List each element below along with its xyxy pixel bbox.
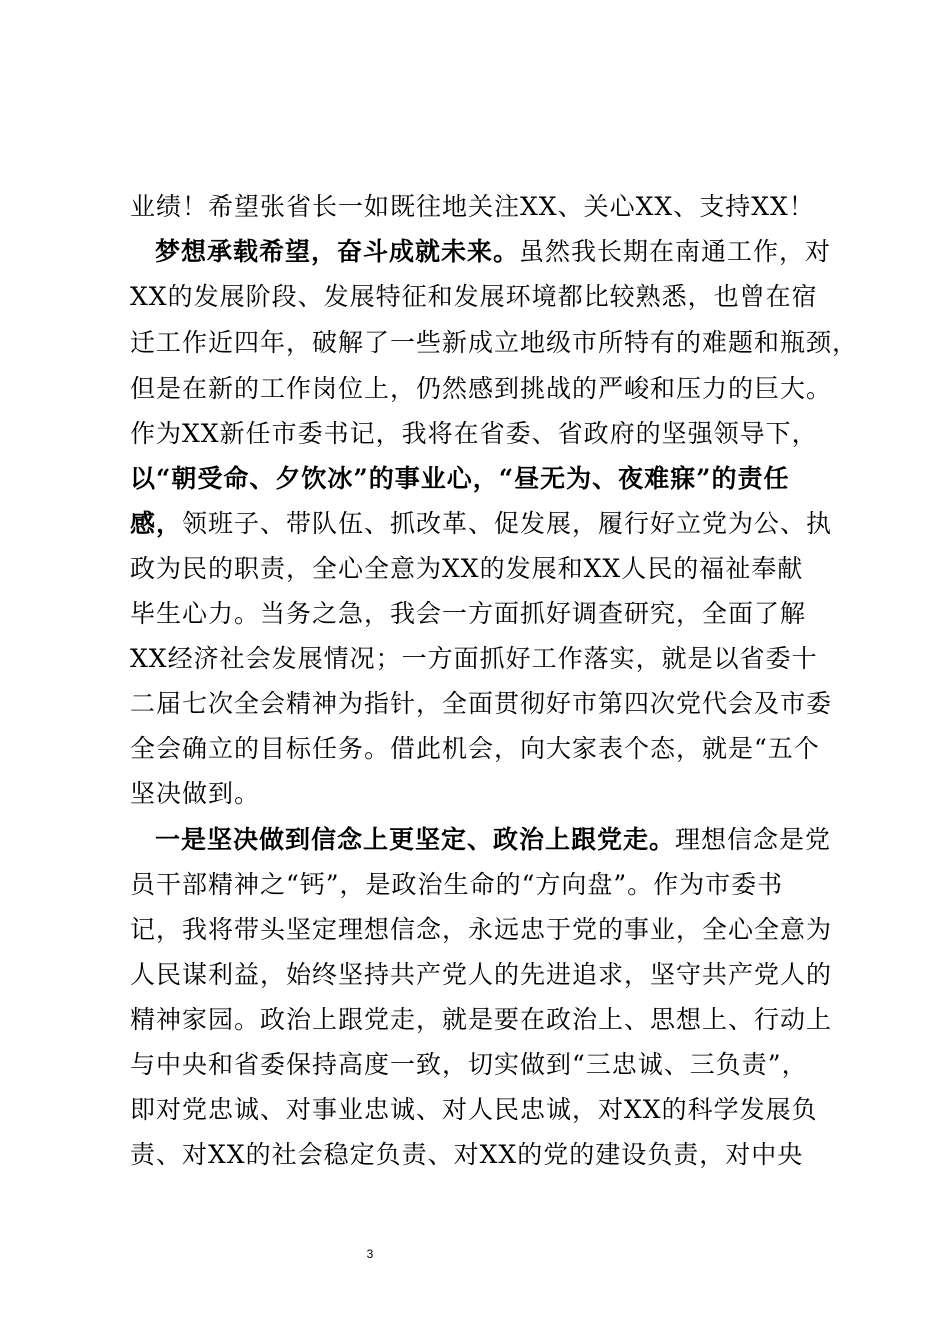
text-segment: 即对党忠诚、对事业忠诚、对人民忠诚，对XX的科学发展负 (130, 1095, 818, 1124)
text-line (130, 772, 830, 816)
text-segment: 精神家园。政治上跟党走，就是要在政治上、思想上、行动上 (130, 1005, 833, 1034)
bold-text-segment: 以“朝受命、夕饮冰”的事业心，“昼无为、夜难寐”的责任 (130, 464, 790, 493)
text-segment: 记，我将带头坚定理想信念，永远忠于党的事业，全心全意为 (130, 915, 833, 944)
text-segment: XX的发展阶段、发展特征和发展环境都比较熟悉，也曾在宿 (130, 282, 818, 311)
text-segment: 领班子、带队伍、抓改革、促发展，履行好立党为公、执 (182, 509, 833, 538)
text-segment: 责、对XX的社会稳定负责、对XX的党的建设负责，对中央 (130, 1140, 804, 1169)
text-segment: 迁工作近四年，破解了一些新成立地级市所特有的难题和瓶颈， (130, 328, 859, 357)
text-line (130, 502, 833, 546)
text-line (155, 818, 832, 862)
text-segment: 业绩！希望张省长一如既往地关注XX、关心XX、支持XX！ (130, 192, 815, 221)
text-line (130, 321, 859, 365)
bold-text-segment: 一是坚决做到信念上更坚定、政治上跟党走。 (155, 825, 676, 854)
text-line (155, 230, 832, 274)
text-segment: 作为XX新任市委书记，我将在省委、省政府的坚强领导下， (130, 419, 818, 448)
text-segment: 虽然我长期在南通工作，对 (519, 237, 832, 266)
text-segment: 理想信念是党 (675, 825, 832, 854)
text-line (130, 863, 830, 907)
text-segment: XX经济社会发展情况；一方面抓好工作落实，就是以省委十 (130, 644, 818, 673)
bold-text-segment: 感， (130, 509, 183, 538)
text-line (130, 682, 833, 726)
text-line (130, 185, 830, 229)
text-line (130, 1088, 830, 1132)
text-line (130, 592, 830, 636)
text-segment: 二届七次全会精神为指针，全面贯彻好市第四次党代会及市委 (130, 689, 833, 718)
bold-text-segment: 梦想承载希望，奋斗成就未来。 (155, 237, 520, 266)
text-line (130, 727, 830, 771)
text-segment: 坚决做到。 (130, 779, 261, 808)
text-segment: 员干部精神之“钙”，是政治生命的“方向盘”。作为市委书 (130, 870, 784, 899)
page-number: 3 (366, 1247, 374, 1261)
text-segment: 全会确立的目标任务。借此机会，向大家表个态，就是“五个 (130, 734, 820, 763)
text-segment: 毕生心力。当务之急，我会一方面抓好调查研究，全面了解 (130, 599, 807, 628)
text-line (130, 367, 833, 411)
text-segment: 但是在新的工作岗位上，仍然感到挑战的严峻和压力的巨大。 (130, 374, 833, 403)
text-line (130, 998, 833, 1042)
text-line (130, 412, 830, 456)
text-segment: 与中央和省委保持高度一致，切实做到“三忠诚、三负责”， (130, 1050, 808, 1079)
text-line (130, 1133, 830, 1177)
text-segment: 政为民的职责，全心全意为XX的发展和XX人民的福祉奉献 (130, 554, 804, 583)
text-line (130, 1043, 830, 1087)
text-line (130, 953, 833, 997)
text-line (130, 275, 830, 319)
text-line (130, 547, 830, 591)
text-line (130, 637, 830, 681)
text-line (130, 908, 833, 952)
text-line (130, 457, 830, 501)
text-segment: 人民谋利益，始终坚持共产党人的先进追求，坚守共产党人的 (130, 960, 833, 989)
